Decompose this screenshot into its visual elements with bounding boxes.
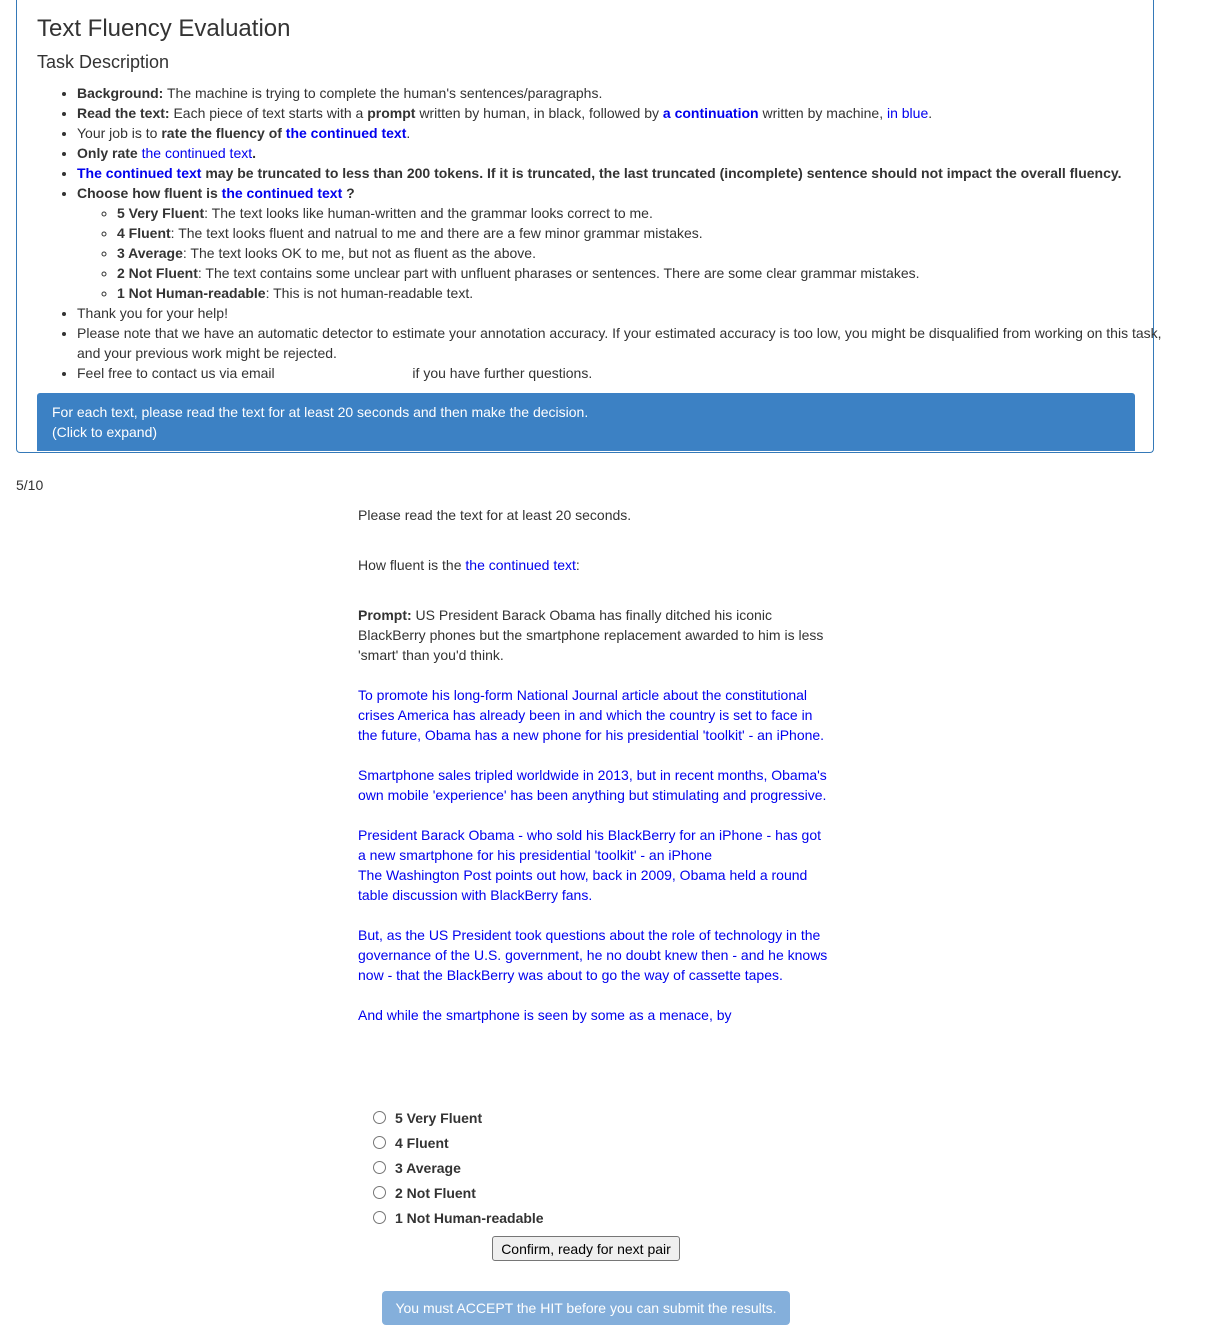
contact-text-2: if you have further questions.: [408, 365, 593, 381]
scale-label: 2 Not Fluent: [117, 265, 198, 281]
only-rate-end: .: [252, 145, 257, 161]
continuation-paragraph: But, as the US President took questions about the role of technology in the governance of the U.S. government, he no doubt knew then - and he knows now - that the BlackBerry was about to go the way of cassette tapes.: [358, 927, 828, 983]
instruction-background: [77, 83, 1177, 103]
radio-button[interactable]: [373, 1111, 386, 1124]
question-blue: the continued text: [465, 557, 576, 573]
scale-label: 5 Very Fluent: [117, 205, 205, 221]
task-description-heading: Task Description: [37, 52, 170, 72]
only-rate-blue: the continued text: [141, 145, 253, 161]
instruction-only-rate: [77, 143, 1177, 163]
prompt-body: US President Barack Obama has finally ditched his iconic BlackBerry phones but the smartphone replacement awarded to him is less 'smart' than you'd think.: [358, 607, 824, 663]
continuation-line: President Barack Obama - who sold his BlackBerry for an iPhone - has got a new smartphone for his presidential 'toolkit' - an iPhone: [358, 827, 821, 863]
question-text: How fluent is the: [358, 557, 466, 573]
scale-desc: : The text contains some unclear part with unfluent pharases or sentences. There are some clear grammar mistakes.: [197, 265, 920, 281]
radio-button[interactable]: [373, 1161, 386, 1174]
choose-text: Choose how fluent is: [77, 185, 222, 201]
instruction-read-text: [77, 103, 1177, 123]
read-text-3: written by machine,: [758, 105, 887, 121]
choose-blue: the continued text: [221, 185, 343, 201]
scale-item: [117, 243, 1177, 263]
rating-option-3[interactable]: [371, 1155, 544, 1180]
page-title: Text Fluency Evaluation: [37, 15, 291, 42]
scale-desc: : The text looks like human-written and the grammar looks correct to me.: [204, 205, 653, 221]
instruction-truncate: [77, 163, 1177, 183]
instruction-note: • Please note that we have an automatic detector to estimate your annotation accuracy. If your estimated accuracy is too low, you might be disqualified from working on this task, and your previous work might be rejected.: [77, 323, 1177, 363]
read-prompt: prompt: [367, 105, 416, 121]
rating-option-label: 1 Not Human-readable: [395, 1209, 544, 1226]
expand-line-1: For each text, please read the text for at least 20 seconds and then make the decision.: [52, 404, 589, 420]
prompt-label: Prompt:: [358, 607, 412, 623]
scale-label: 3 Average: [117, 245, 183, 261]
scale-item: [117, 283, 1177, 303]
email-redacted: [279, 366, 409, 378]
prompt-text: [358, 605, 828, 665]
rating-option-label: 2 Not Fluent: [395, 1184, 476, 1201]
expand-line-2: (Click to expand): [52, 424, 158, 440]
read-label: Read the text:: [77, 105, 170, 121]
job-blue: the continued text: [285, 125, 407, 141]
confirm-button[interactable]: Confirm, ready for next pair: [492, 1236, 680, 1261]
job-end: .: [406, 125, 411, 141]
radio-button[interactable]: [373, 1186, 386, 1199]
scale-label: 4 Fluent: [117, 225, 171, 241]
continuation-paragraph: And while the smartphone is seen by some as a menace, by: [358, 1007, 732, 1023]
scale-item: [117, 263, 1177, 283]
background-text: The machine is trying to complete the human's sentences/paragraphs.: [163, 85, 603, 101]
instruction-job: [77, 123, 1177, 143]
rating-option-4[interactable]: [371, 1130, 544, 1155]
question-end: :: [575, 557, 580, 573]
read-text-4: .: [928, 105, 933, 121]
rating-option-label: 4 Fluent: [395, 1134, 449, 1151]
instruction-contact: [77, 363, 1177, 383]
instruction-thanks: • Thank you for your help!: [77, 303, 1177, 323]
scale-item: [117, 223, 1177, 243]
instructions-list: [37, 83, 1177, 383]
read-instruction: Please read the text for at least 20 seconds.: [358, 507, 632, 523]
progress-counter: 5/10: [16, 477, 44, 493]
truncate-blue: The continued text: [77, 165, 202, 181]
scale-item: [117, 203, 1177, 223]
rating-options: [371, 1105, 544, 1230]
scale-desc: : This is not human-readable text.: [265, 285, 474, 301]
read-text-1: Each piece of text starts with a: [169, 105, 368, 121]
submit-button[interactable]: You must ACCEPT the HIT before you can submit the results.: [382, 1291, 790, 1325]
read-continuation: a continuation: [662, 105, 759, 121]
rating-option-label: 3 Average: [395, 1159, 461, 1176]
read-text-2: written by human, in black, followed by: [415, 105, 663, 121]
rating-option-label: 5 Very Fluent: [395, 1109, 483, 1126]
read-in-blue: in blue: [886, 105, 929, 121]
rating-option-5[interactable]: [371, 1105, 544, 1130]
rating-option-2[interactable]: [371, 1180, 544, 1205]
continuation-line: The Washington Post points out how, back in 2009, Obama held a round table discussion with BlackBerry fans.: [358, 867, 808, 903]
choose-end: ?: [342, 185, 355, 201]
scale-desc: : The text looks OK to me, but not as fluent as the above.: [182, 245, 536, 261]
radio-button[interactable]: [373, 1211, 386, 1224]
truncate-text: may be truncated to less than 200 tokens. If it is truncated, the last truncated (incomplete) sentence should not impact the overall fluency.: [201, 165, 1122, 181]
expand-toggle[interactable]: [37, 393, 1135, 451]
evaluation-content: [358, 505, 828, 1025]
continuation-paragraph: Smartphone sales tripled worldwide in 2013, but in recent months, Obama's own mobile 'experience' has been anything but stimulating and progressive.: [358, 767, 827, 803]
continuation-paragraph: [358, 825, 828, 905]
instructions-panel: [16, 0, 1162, 453]
instruction-choose: [77, 183, 1177, 303]
contact-text-1: Feel free to contact us via email: [77, 365, 279, 381]
continuation-paragraph: To promote his long-form National Journal article about the constitutional crises America has already been in and which the country is set to face in the future, Obama has a new phone for his presidential 'toolkit' - an iPhone.: [358, 687, 825, 743]
job-text: Your job is to: [77, 125, 162, 141]
fluency-question: [358, 555, 828, 575]
job-bold: rate the fluency of: [161, 125, 286, 141]
only-rate-label: Only rate: [77, 145, 142, 161]
scale-label: 1 Not Human-readable: [117, 285, 266, 301]
background-label: Background:: [77, 85, 164, 101]
rating-option-1[interactable]: [371, 1205, 544, 1230]
fluency-scale-list: [77, 203, 1177, 303]
radio-button[interactable]: [373, 1136, 386, 1149]
scale-desc: : The text looks fluent and natrual to me and there are a few minor grammar mistakes.: [170, 225, 703, 241]
